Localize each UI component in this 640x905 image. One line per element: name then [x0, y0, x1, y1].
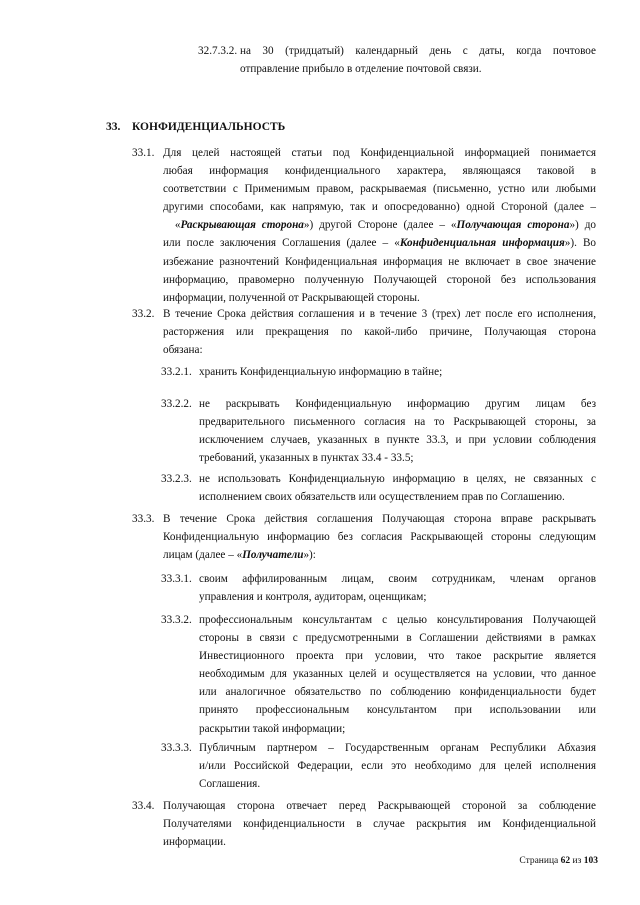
text-line: требований, указанных в пунктах 33.4 - 33.5; [199, 452, 414, 465]
text-fragment: или после заключения Соглашения (далее – « [163, 237, 400, 250]
clause-number-33-1: 33.1. [132, 147, 155, 159]
text-line: Получателями конфиденциальности в случае раскрытия им Конфиденциальной [163, 818, 596, 831]
clause-number-33-2-1: 33.2.1. [161, 366, 192, 378]
text-line: обязана: [163, 344, 203, 357]
text-line: избежание разночтений Конфиденциальная информация не включает в свое значение [163, 255, 596, 268]
page-label: Страница [519, 856, 559, 866]
text-line: своим аффилированным лицам, своим сотрудникам, членам органов [199, 573, 596, 585]
clause-33-3-text [163, 510, 596, 564]
clause-33-2-1-text [199, 363, 596, 381]
clause-33-2-text [163, 305, 596, 359]
text-line [163, 216, 596, 234]
clause-number-33-2-2: 33.2.2. [161, 398, 192, 410]
text-line: В течение Срока действия соглашения Получающая сторона вправе раскрывать [163, 513, 596, 525]
text-line: исключением случаев, указанных в пункте 33.3, и при условии соблюдения [199, 434, 596, 447]
defined-term: Конфиденциальная информация [399, 237, 565, 250]
page-separator: из [572, 856, 582, 866]
clause-number-33-3-2: 33.3.2. [161, 614, 192, 626]
text-line [163, 234, 596, 252]
text-line: раскрытии такой информации; [199, 722, 346, 735]
text-line: Инвестиционного проекта при условии, что такое раскрытие является [199, 650, 596, 663]
text-fragment: « [174, 219, 181, 232]
defined-term: Раскрывающая сторона [180, 219, 304, 232]
text-line: отправление прибыло в отделение почтовой связи. [240, 63, 482, 76]
text-fragment: ») другой Стороне (далее – « [303, 219, 457, 232]
text-fragment: »): [303, 549, 316, 562]
clause-number-33-2: 33.2. [132, 308, 155, 320]
text-line: соответствии с Применимым правом, раскрываемая (письменно, устно или любыми [163, 183, 596, 196]
clause-number-33-3-1: 33.3.1. [161, 573, 192, 585]
text-line: исполнением своих обязательств или осуществлением прав по Соглашению. [199, 491, 565, 504]
clause-33-3-1-text [199, 570, 596, 606]
text-line: информацию, правомерно полученную Получающей стороной без использования [163, 273, 596, 286]
text-line: Для целей настоящей статьи под Конфиденциальной информацией понимается [163, 147, 596, 159]
text-line: другими способами, как напрямую, так и опосредованно) одной Стороной (далее – [163, 201, 596, 214]
clause-33-4-text [163, 797, 596, 851]
text-line: или аналогичное обязательство по соблюдению конфиденциальности будет [199, 686, 596, 699]
clause-number-33-3: 33.3. [132, 513, 155, 525]
clause-33-2-3-text [199, 470, 596, 506]
text-line: информации, полученной от Раскрывающей стороны. [163, 291, 420, 304]
text-line: стороны в связи с предусмотренными в Соглашении действиями в рамках [199, 632, 596, 645]
text-line: управления и контроля, аудиторам, оценщикам; [199, 591, 427, 604]
text-line: Конфиденциальную информацию без согласия Раскрывающей стороны следующим [163, 531, 596, 544]
text-line: не раскрывать Конфиденциальную информацию другим лицам без [199, 398, 596, 410]
text-line [163, 546, 596, 564]
section-title: КОНФИДЕНЦИАЛЬНОСТЬ [132, 121, 286, 133]
text-line: Публичным партнером – Государственным органам Республики Абхазия [199, 742, 596, 754]
text-line: необходимым для указанных целей и осуществляется на условии, что данное [199, 668, 596, 681]
clause-33-3-2-text [199, 611, 596, 738]
text-line: принято профессиональным консультантом при использовании или [199, 704, 596, 717]
text-fragment: ») до [569, 219, 596, 232]
total-pages: 103 [583, 856, 598, 866]
text-line: не использовать Конфиденциальную информацию в целях, не связанных с [199, 473, 596, 485]
text-line: и/или Российской Федерации, если это необходимо для целей исполнения [199, 760, 596, 773]
clause-33-3-3-text [199, 739, 596, 793]
text-line: расторжения или прекращения по какой-либо причине, Получающая сторона [163, 326, 596, 339]
text-line: В течение Срока действия соглашения и в течение 3 (трех) лет после его исполнения, [163, 308, 596, 320]
current-page: 62 [560, 856, 571, 866]
text-fragment: лицам (далее – « [163, 549, 243, 562]
clause-number-33-3-3: 33.3.3. [161, 742, 192, 754]
text-line: предварительного письменного согласия на то Раскрывающей стороны, за [199, 416, 596, 429]
text-line: профессиональным консультантам с целью консультирования Получающей [199, 614, 596, 626]
text-line: Получающая сторона отвечает перед Раскрывающей стороной за соблюдение [163, 800, 596, 812]
text-line: на 30 (тридцатый) календарный день с даты, когда почтовое [240, 45, 596, 57]
defined-term: Получатели [242, 549, 304, 562]
text-line: любая информация конфиденциального характера, являющаяся таковой в [163, 165, 596, 178]
text-fragment: »). Во [564, 237, 597, 250]
clause-number-32-7-3-2: 32.7.3.2. [198, 45, 238, 57]
clause-33-1-text [163, 144, 596, 307]
text-line: Соглашения. [199, 778, 261, 791]
section-number: 33. [106, 121, 121, 133]
clause-33-2-2-text [199, 395, 596, 467]
clause-number-33-4: 33.4. [132, 800, 155, 812]
text-line: хранить Конфиденциальную информацию в тайне; [199, 366, 443, 378]
clause-32-7-3-2-text [240, 42, 596, 78]
clause-number-33-2-3: 33.2.3. [161, 473, 192, 485]
page-number-footer [519, 856, 598, 866]
text-line: информации. [163, 836, 226, 849]
defined-term: Получающая сторона [456, 219, 570, 232]
